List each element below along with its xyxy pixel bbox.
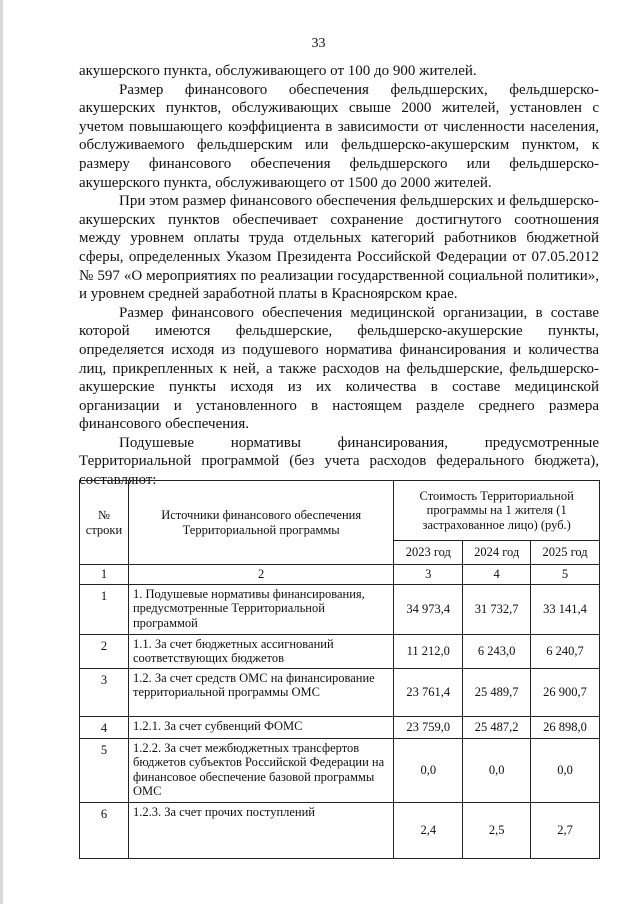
row-source: 1.2.3. За счет прочих поступлений — [128, 802, 393, 858]
row-number: 4 — [80, 716, 129, 738]
value-2024: 31 732,7 — [463, 584, 531, 634]
table-row — [80, 668, 600, 716]
body-text — [79, 62, 599, 490]
header-row-number: № строки — [80, 481, 129, 565]
row-source: 1.1. За счет бюджетных ассигнований соответствующих бюджетов — [128, 634, 393, 668]
column-index: 1 — [80, 565, 129, 585]
row-number: 5 — [80, 738, 129, 802]
value-2023: 2,4 — [394, 802, 463, 858]
table-row — [80, 738, 600, 802]
paragraph-2: Размер финансового обеспечения фельдшерских, фельдшерско-акушерских пунктов, обслуживающих свыше 2000 жителей, установлен с учетом повышающего коэффициента в зависимости от численности населения, обслуживаемого фельдшерским или фельдшерско-акушерским пунктом, к размеру финансового обеспечения фельдшерского или фельдшерско-акушерского пункта, обслуживающего от 1500 до 2000 жителей. — [79, 81, 599, 191]
table-row — [80, 584, 600, 634]
paragraph-5: Подушевые нормативы финансирования, предусмотренные Территориальной программой (без учета расходов федерального бюджета), составляют: — [79, 434, 599, 489]
header-year-2025: 2025 год — [531, 541, 600, 565]
column-index: 2 — [128, 565, 393, 585]
value-2024: 25 489,7 — [463, 668, 531, 716]
value-2025: 33 141,4 — [531, 584, 600, 634]
value-2024: 25 487,2 — [463, 716, 531, 738]
value-2024: 2,5 — [463, 802, 531, 858]
header-cost: Стоимость Территориальной программы на 1 жителя (1 застрахованное лицо) (руб.) — [394, 481, 600, 541]
value-2025: 0,0 — [531, 738, 600, 802]
value-2023: 11 212,0 — [394, 634, 463, 668]
column-index: 5 — [531, 565, 600, 585]
row-number: 6 — [80, 802, 129, 858]
row-number: 2 — [80, 634, 129, 668]
value-2025: 26 898,0 — [531, 716, 600, 738]
table-row — [80, 634, 600, 668]
row-source: 1. Подушевые нормативы финансирования, предусмотренные Территориальной программой — [128, 584, 393, 634]
value-2025: 26 900,7 — [531, 668, 600, 716]
paragraph-4: Размер финансового обеспечения медицинской организации, в составе которой имеются фельдшерские, фельдшерско-акушерские пункты, определяется исходя из подушевого норматива финансирования и количества лиц, прикрепленных к ней, а также расходов на фельдшерские, фельдшерско-акушерские пункты исходя из их количества в составе медицинской организации и установленного в настоящем разделе среднего размера финансового обеспечения. — [79, 304, 599, 433]
header-year-2023: 2023 год — [394, 541, 463, 565]
value-2023: 34 973,4 — [394, 584, 463, 634]
header-year-2024: 2024 год — [463, 541, 531, 565]
financing-table — [79, 480, 600, 859]
row-number: 3 — [80, 668, 129, 716]
row-source: 1.2. За счет средств ОМС на финансирование территориальной программы ОМС — [128, 668, 393, 716]
table-row — [80, 716, 600, 738]
value-2024: 6 243,0 — [463, 634, 531, 668]
column-index: 4 — [463, 565, 531, 585]
value-2024: 0,0 — [463, 738, 531, 802]
paragraph-3: При этом размер финансового обеспечения фельдшерских и фельдшерско-акушерских пунктов обеспечивает сохранение достигнутого соотношения между уровнем оплаты труда отдельных категорий работников бюджетной сферы, определенных Указом Президента Российской Федерации от 07.05.2012 № 597 «О мероприятиях по реализации государственной социальной политики», и уровнем средней заработной платы в Красноярском крае. — [79, 193, 599, 303]
header-source: Источники финансового обеспечения Территориальной программы — [128, 481, 393, 565]
paragraph-1: акушерского пункта, обслуживающего от 100 до 900 жителей. — [79, 63, 477, 79]
table-row — [80, 802, 600, 858]
value-2025: 2,7 — [531, 802, 600, 858]
row-source: 1.2.2. За счет межбюджетных трансфертов бюджетов субъектов Российской Федерации на финансовое обеспечение базовой программы ОМС — [128, 738, 393, 802]
column-index-row — [80, 565, 600, 585]
page-number: 33 — [311, 36, 326, 51]
page-edge — [0, 0, 3, 904]
row-number: 1 — [80, 584, 129, 634]
value-2025: 6 240,7 — [531, 634, 600, 668]
value-2023: 23 761,4 — [394, 668, 463, 716]
column-index: 3 — [394, 565, 463, 585]
value-2023: 0,0 — [394, 738, 463, 802]
value-2023: 23 759,0 — [394, 716, 463, 738]
row-source: 1.2.1. За счет субвенций ФОМС — [128, 716, 393, 738]
